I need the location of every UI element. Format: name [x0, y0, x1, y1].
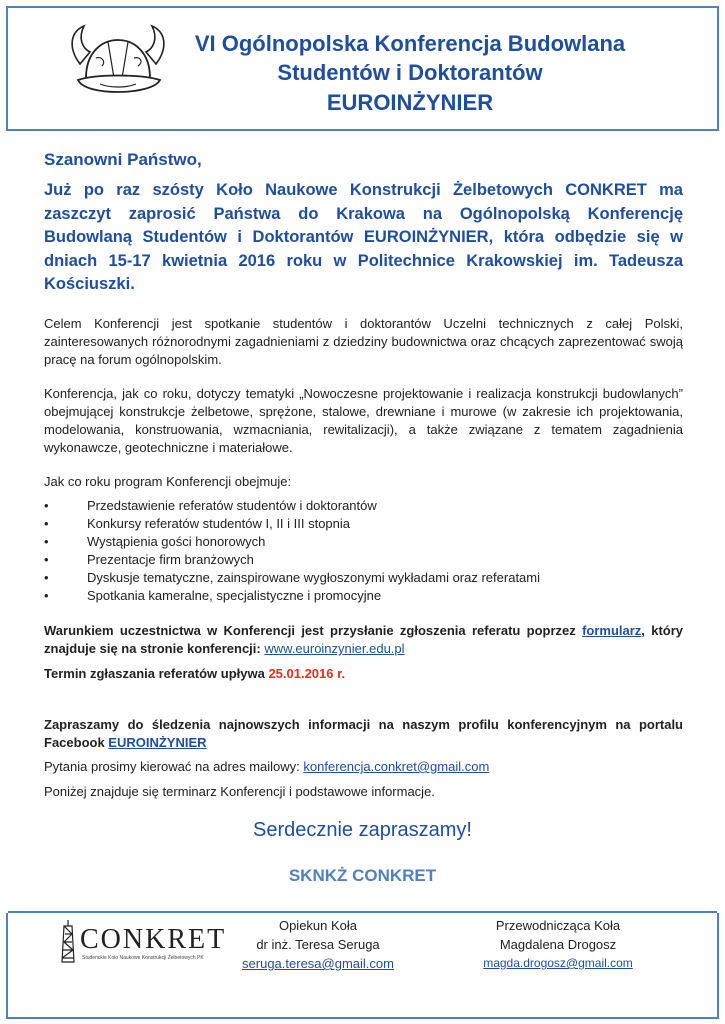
chair-name: Magdalena Drogosz [499, 937, 617, 952]
closing-line: Serdecznie zapraszamy! [253, 819, 472, 841]
list-item: • Prezentacje firm branżowych [44, 551, 540, 569]
topic-paragraph: Konferencja, jak co roku, dotyczy tematyki „Nowoczesne projektowanie i realizacja konstrukcji budowlanych” obejmującej konstrukcje żelbetowe, sprężone, stalowe, drewniane i murowe (w zakresie ich projektowania, modelowania, konstruowania, wzmacniania, rewitalizacji), a także związane z tematem zagadnienia wykonawcze, geotechniczne i materiałowe. [44, 386, 683, 455]
conkret-subtitle: Studenckie Koło Naukowe Konstrukcji Żelbetowych PK [82, 955, 204, 961]
footer-supervisor [228, 916, 408, 973]
contact-line [44, 758, 683, 776]
participation-condition [44, 622, 683, 658]
contact-email-link[interactable]: konferencja.conkret@gmail.com [303, 759, 490, 774]
supervisor-email-link[interactable]: seruga.teresa@gmail.com [242, 956, 394, 971]
schedule-note: Poniżej znajduje się terminarz Konferencji i podstawowe informacje. [44, 784, 435, 799]
footer-chair [468, 916, 648, 973]
list-item: • Przedstawienie referatów studentów i doktorantów [44, 497, 540, 515]
facebook-paragraph [44, 716, 683, 752]
deadline-text: Termin zgłaszania referatów upływa [44, 666, 269, 681]
tower-icon [55, 918, 81, 964]
program-list [44, 497, 540, 605]
list-item: • Dyskusje tematyczne, zainspirowane wygłoszonymi wykładami oraz referatami [44, 569, 540, 587]
header-divider [8, 129, 717, 131]
intro-paragraph: Już po raz szósty Koło Naukowe Konstrukcji Żelbetowych CONKRET ma zaszczyt zaprosić Państwa do Krakowa na Ogólnopolską Konferencję Budowlaną Studentów i Doktorantów EUROINŻYNIER, która odbędzie się w dniach 15-17 kwietnia 2016 roku w Politechnice Krakowskiej im. Tadeusza Kościuszki. [44, 181, 683, 293]
supervisor-name: dr inż. Teresa Seruga [256, 937, 380, 952]
facebook-text: Zapraszamy do śledzenia najnowszych informacji na naszym profilu konferencyjnym na portalu Facebook [44, 717, 683, 750]
purpose-paragraph: Celem Konferencji jest spotkanie studentów i doktorantów Uczelni technicznych z całej Polski, zainteresowanych różnorodnymi zagadnieniami z dziedziny budownictwa oraz chcących zaprezentować swoją pracę na forum ogólnopolskim. [44, 316, 683, 367]
program-intro: Jak co roku program Konferencji obejmuje: [44, 474, 292, 489]
condition-text: Warunkiem uczestnictwa w Konferencji jest przysłanie zgłoszenia referatu poprzez [44, 623, 583, 638]
deadline-date: 25.01.2016 r. [268, 666, 346, 681]
helmet-logo-icon [66, 18, 170, 104]
chair-email-link[interactable]: magda.drogosz@gmail.com [483, 956, 633, 970]
list-item: • Konkursy referatów studentów I, II i III stopnia [44, 515, 540, 533]
conference-name: EUROINŻYNIER [326, 90, 494, 115]
form-link[interactable]: formularz [582, 623, 642, 638]
chair-role: Przewodnicząca Koła [495, 918, 621, 933]
conference-title: VI Ogólnopolska Konferencja Budowlana [194, 31, 626, 56]
list-item: • Spotkania kameralne, specjalistyczne i promocyjne [44, 587, 540, 605]
list-item: • Wystąpienia gości honorowych [44, 533, 540, 551]
greeting: Szanowni Państwo, [44, 150, 202, 169]
condition-text: , który znajduje się na stronie konferencji: [44, 623, 683, 656]
contact-text: Pytania prosimy kierować na adres mailowy: [44, 759, 304, 774]
supervisor-role: Opiekun Koła [278, 918, 358, 933]
website-link[interactable]: www.euroinzynier.edu.pl [264, 641, 405, 656]
conkret-logo [55, 918, 227, 966]
deadline-line [44, 665, 683, 683]
conkret-wordmark: CONKRET [80, 924, 227, 955]
signature: SKNKŻ CONKRET [288, 866, 437, 885]
facebook-link[interactable]: EUROINŻYNIER [108, 735, 207, 750]
conference-subtitle: Studentów i Doktorantów [277, 60, 543, 85]
